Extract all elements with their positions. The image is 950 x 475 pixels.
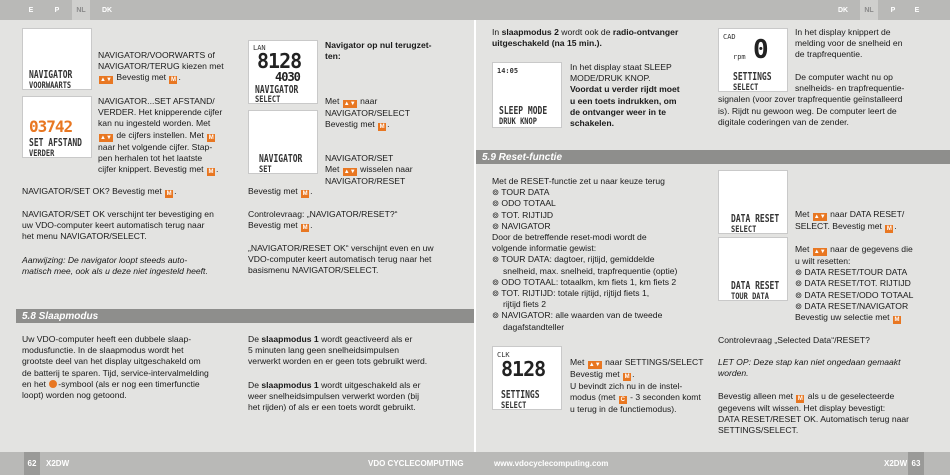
lan-icon: LAN <box>253 44 266 52</box>
lcd-text: NAVIGATOR <box>29 69 73 81</box>
paragraph-slaapmodus1-activeer: De slaapmodus 1 wordt geactiveerd als er 5 minuten lang geen snelheidsimpulsen verwerkt worden en er geen tots gebruikt werd. <box>248 334 428 367</box>
paragraph-slaapmodus1-uit: De slaapmodus 1 wordt uitgeschakeld als er weer snelheidsimpulsen verwerkt worden (bij het rijden) of als er een toets wordt gebruikt. <box>248 380 421 413</box>
lcd-text: NAVIGATOR <box>255 84 299 96</box>
lcd-text: SELECT <box>731 224 757 235</box>
paragraph-navigator-set: NAVIGATOR/SET Met ▲▼ wisselen naar NAVIGATOR/RESET <box>325 153 413 187</box>
bullet-icon: ⊚ <box>492 220 500 231</box>
m-key-icon: M <box>166 191 172 197</box>
tab-dk-left: DK <box>101 6 113 14</box>
paragraph-let-op: LET OP: Deze stap kan niet ongedaan gemaakt worden. <box>718 357 901 379</box>
up-down-key-icon: ▲▼ <box>813 214 826 220</box>
lcd-text: SETTINGS <box>501 389 540 401</box>
tab-nl-left: NL <box>72 0 90 20</box>
paragraph-reset-intro: Met de RESET-functie zet u naar keuze terug ⊚ TOUR DATA ⊚ ODO TOTAAL ⊚ TOT. RIJTIJD ⊚ NAVIGATOR Door de betreffende reset-modi wordt de volgende informatie gewist: ⊚ TOUR DATA: dagtoer, rijtijd, gemiddelde snelheid, max. snelheid, trapfrequentie (optie) ⊚ ODO TOTAAL: totaalkm, km fiets 1, km fiets 2 ⊚ TOT. RIJTIJD: totale rijtijd, rijtijd fiets 1, rijtijd fiets 2 ⊚ NAVIGATOR: alle waarden van de tweede dagafstandteller <box>492 176 678 332</box>
lcd-text: VOORWAARTS <box>29 80 72 91</box>
bullet-icon: ⊚ <box>492 198 500 209</box>
lcd-navigator-select <box>248 40 318 104</box>
bottom-bar <box>0 452 950 475</box>
tab-p-right: P <box>890 6 896 14</box>
footer-brand: VDO CYCLECOMPUTING <box>368 459 464 468</box>
lcd-navigator-voorwaarts <box>22 28 92 90</box>
lcd-sleep-mode <box>492 62 562 128</box>
page-gutter <box>474 20 476 452</box>
lcd-text: VERDER <box>29 148 55 159</box>
up-down-key-icon: ▲▼ <box>588 362 601 368</box>
lcd-set-afstand <box>22 96 92 158</box>
lcd-text: NAVIGATOR <box>259 153 303 165</box>
paragraph-controlevraag-selected: Controlevraag „Selected Data“/RESET? <box>718 335 870 345</box>
bullet-icon: ⊚ <box>492 254 500 265</box>
lcd-text: SELECT <box>733 82 759 93</box>
tab-p-left: P <box>54 6 60 14</box>
bullet-icon: ⊚ <box>795 300 803 311</box>
footer-url: www.vdocyclecomputing.com <box>494 459 609 468</box>
bullet-icon: ⊚ <box>492 187 500 198</box>
paragraph-slaapmodus-intro: Uw VDO-computer heeft een dubbele slaap- modusfunctie. In de slaapmodus wordt het grootste deel van het display uitgeschakeld om de batterij te sparen. Tijd, service-intervalmelding en het -symbool (als er nog een timerfunctie loopt) worden nog getoond. <box>22 334 209 401</box>
tab-e-right: E <box>914 6 920 14</box>
lcd-text: SET <box>259 164 272 175</box>
up-down-key-icon: ▲▼ <box>343 169 356 176</box>
lcd-navigator-set <box>248 110 318 174</box>
lcd-text: SET AFSTAND <box>29 137 82 149</box>
m-key-icon: M <box>886 226 892 232</box>
lcd-digits-small: 4030 <box>275 70 300 84</box>
m-key-icon: M <box>302 191 308 197</box>
top-bar <box>0 0 950 20</box>
lcd-text: DRUK KNOP <box>499 116 537 127</box>
lcd-digits: 8128 <box>501 357 546 381</box>
bullet-icon: ⊚ <box>492 288 500 299</box>
lcd-text: DATA RESET <box>731 280 780 292</box>
lcd-text: SLEEP MODE <box>499 105 548 117</box>
paragraph-settings-select: Met ▲▼ naar SETTINGS/SELECT Bevestig met M . U bevindt zich nu in de instel- modus (met C - 3 seconden komt u terug in de functiemodus). <box>570 357 704 415</box>
m-key-icon: M <box>624 374 630 380</box>
paragraph-sleep-display: In het display staat SLEEP MODE/DRUK KNOP. Voordat u verder rijdt moet u een toets indrukken, om de ontvanger weer in te schakelen. <box>570 62 680 129</box>
paragraph-bevestig: Bevestig met M . <box>248 186 313 197</box>
m-key-icon: M <box>894 317 900 324</box>
paragraph-data-reset-select: Met ▲▼ naar DATA RESET/ SELECT. Bevestig met M . <box>795 209 905 232</box>
bullet-icon: ⊚ <box>795 289 803 300</box>
lcd-text: DATA RESET <box>731 213 780 225</box>
paragraph-navigator-reset-ok: „NAVIGATOR/RESET OK“ verschijnt even en uw VDO-computer keert automatisch terug naar het basismenu NAVIGATOR/SELECT. <box>248 243 434 276</box>
bullet-icon: ⊚ <box>492 310 500 321</box>
paragraph-set-ok-info: NAVIGATOR/SET OK verschijnt ter bevestiging en uw VDO-computer keert automatisch terug naar het menu NAVIGATOR/SELECT. <box>22 209 214 242</box>
lcd-digits: 03742 <box>29 117 73 136</box>
lcd-text: SELECT <box>255 94 281 105</box>
m-key-icon: M <box>302 225 308 232</box>
section-header-reset: 5.9 Reset-functie <box>476 150 950 164</box>
footer-model-right: X2DW <box>884 459 908 468</box>
lcd-digits: 0 <box>753 35 768 65</box>
m-key-icon: M <box>170 77 176 84</box>
m-key-icon: M <box>208 169 214 176</box>
heading-navigator-nul: Navigator op nul terugzet- ten: <box>325 40 432 62</box>
paragraph-aanwijzing: Aanwijzing: De navigator loopt steeds auto- matisch mee, ook als u deze niet ingesteld heeft. <box>22 255 208 277</box>
bullet-icon: ⊚ <box>795 278 803 289</box>
up-down-key-icon: ▲▼ <box>813 249 826 255</box>
paragraph-navigator-select: Met ▲▼ naar NAVIGATOR/SELECT Bevestig met M . <box>325 96 411 131</box>
m-key-icon: M <box>797 396 803 402</box>
page-number-right: 63 <box>908 452 924 475</box>
paragraph-computer-wacht: De computer wacht nu op snelheids- en trapfrequentie- signalen (voor zover trapfrequentie geïnstalleerd is). Rijdt nu gewoon weg. De computer leert de digitale coderingen van de zender. <box>718 72 905 127</box>
c-key-icon: C <box>620 397 625 404</box>
m-key-icon: M <box>379 124 385 131</box>
lcd-data-reset-tour <box>718 237 788 301</box>
paragraph-set-afstand: NAVIGATOR...SET AFSTAND/ VERDER. Het knipperende cijfer kan nu ingesteld worden. Met ▲▼ de cijfers instellen. Met M naar het volgende cijfer. Stap- pen herhalen tot het laatste cijfer knippert. Bevestig met M . <box>98 96 223 176</box>
lcd-data-reset-select <box>718 170 788 234</box>
paragraph-display-knippert: In het display knippert de melding voor de snelheid en de trapfrequentie. <box>795 27 903 60</box>
lcd-digits: 8128 <box>257 49 302 73</box>
paragraph-controlevraag-navigator: Controlevraag: „NAVIGATOR/RESET?“ Bevestig met M . <box>248 209 398 232</box>
paragraph-set-ok: NAVIGATOR/SET OK? Bevestig met M . <box>22 186 177 197</box>
up-down-key-icon: ▲▼ <box>343 101 356 107</box>
footer-model-left: X2DW <box>46 459 70 468</box>
section-header-slaapmodus: 5.8 Slaapmodus <box>16 309 474 323</box>
paragraph-navigator-voorwaarts: NAVIGATOR/VOORWARTS of NAVIGATOR/TERUG kiezen met ▲▼ Bevestig met M . <box>98 50 224 84</box>
bullet-icon: ⊚ <box>795 267 803 278</box>
clock-icon: CLK <box>497 351 510 359</box>
lcd-text: TOUR DATA <box>731 291 769 302</box>
page-number-left: 62 <box>24 452 40 475</box>
m-key-icon: M <box>208 134 214 141</box>
lcd-time: 14:05 <box>497 67 519 75</box>
bullet-icon: ⊚ <box>492 209 500 220</box>
lcd-text: SELECT <box>501 400 527 411</box>
lcd-settings-select <box>492 346 562 410</box>
up-down-key-icon: ▲▼ <box>100 134 112 141</box>
up-down-key-icon: ▲▼ <box>100 77 112 84</box>
timer-symbol-icon <box>49 380 57 388</box>
paragraph-slaapmodus2: In slaapmodus 2 wordt ook de radio-ontvanger uitgeschakeld (na 15 min.). <box>492 27 679 49</box>
cadence-icon: CAD <box>723 33 736 41</box>
paragraph-bevestig-reset: Bevestig alleen met M als u de geselecteerde gegevens wilt wissen. Het display bevestigt: DATA RESET/RESET OK. Automatisch terug naar SETTINGS/SELECT. <box>718 391 910 436</box>
lcd-unit: rpm <box>733 53 746 61</box>
tab-nl-right: NL <box>860 0 878 20</box>
paragraph-data-reset-list: Met ▲▼ naar de gegevens die u wilt resetten: ⊚ DATA RESET/TOUR DATA ⊚ DATA RESET/TOT. RIJTIJD ⊚ DATA RESET/ODO TOTAAL ⊚ DATA RESET/NAVIGATOR Bevestig uw selectie met M <box>795 244 914 324</box>
tab-dk-right: DK <box>837 6 849 14</box>
lcd-text: SETTINGS <box>733 71 772 83</box>
tab-e-left: E <box>28 6 34 14</box>
bullet-icon: ⊚ <box>492 276 500 287</box>
